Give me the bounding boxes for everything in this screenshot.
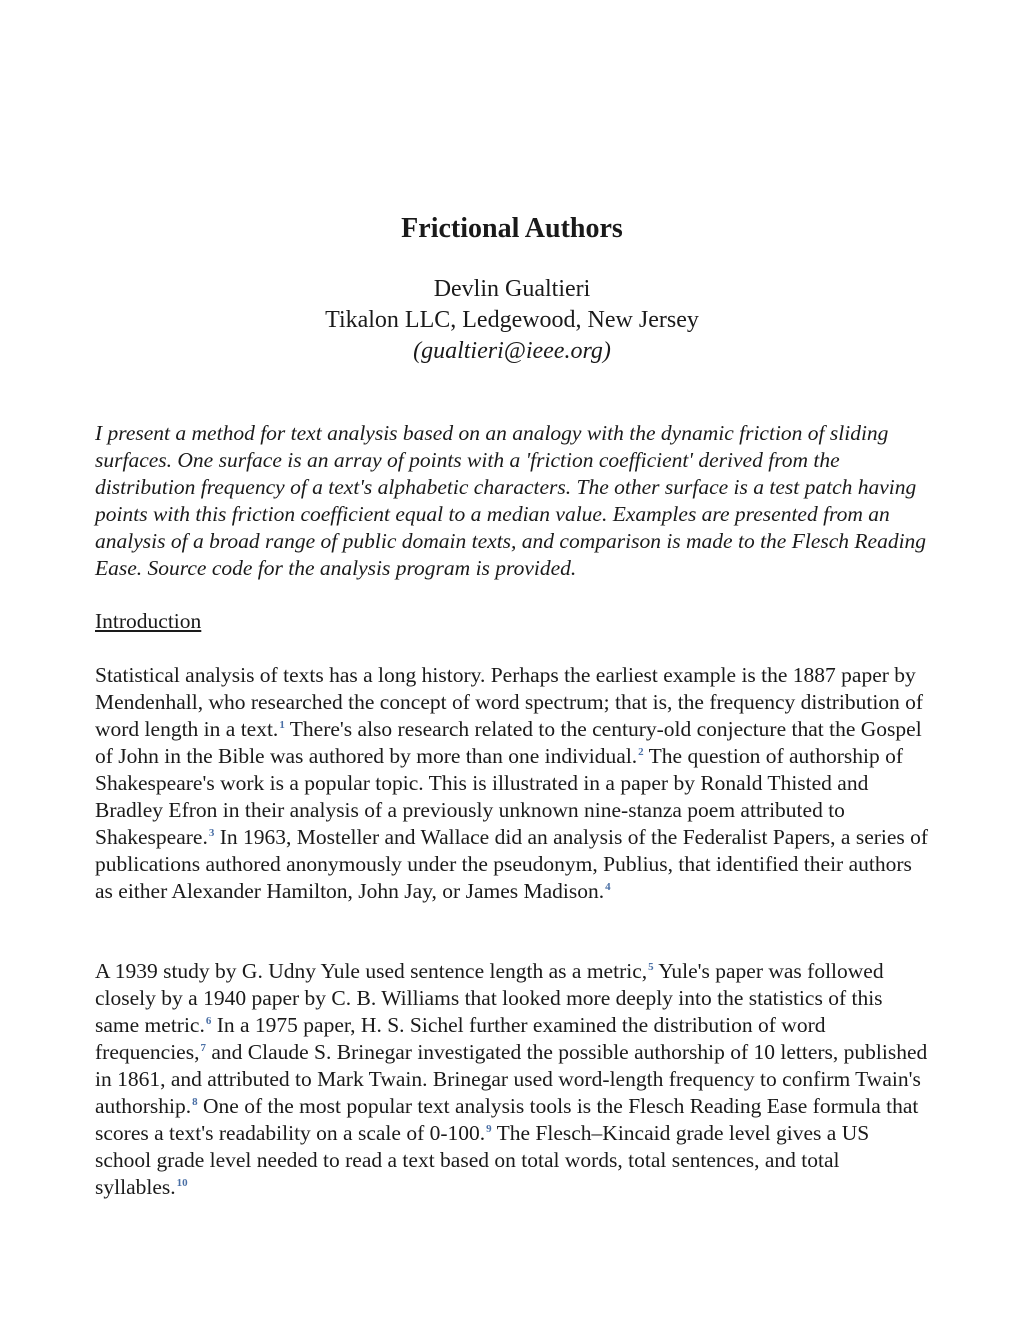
sentence: The Flesch–Kincaid grade level gives a US school grade level needed to read a text based on total words, total sentences, and total syllables.	[95, 1121, 870, 1199]
footnote-marker-10[interactable]: 10	[176, 1177, 188, 1189]
footnote-marker-6[interactable]: 6	[205, 1015, 212, 1027]
sentence: and Claude S. Brinegar investigated the possible authorship of 10 letters, published in 1861, and attributed to Mark Twain. Brinegar used word-length frequency to confirm Twain's authorship.	[95, 1040, 928, 1118]
sentence: The question of authorship of Shakespeare's work is a popular topic. This is illustrated in a paper by Ronald Thisted and Bradley Efron in their analysis of a previously unknown nine-stanza poem attributed to Shakespeare.	[95, 744, 904, 849]
footnote-marker-5[interactable]: 5	[648, 961, 654, 973]
paper-title: Frictional Authors	[401, 213, 623, 244]
author-email: (gualtieri@ieee.org)	[413, 338, 611, 364]
footnote-marker-1[interactable]: 1	[279, 719, 285, 731]
sentence: Yule's paper was followed closely by a 1940 paper by C. B. Williams that looked more deeply into the statistics of this same metric.	[95, 959, 884, 1037]
sentence: Statistical analysis of texts has a long history. Perhaps the earliest example is the 1887 paper by Mendenhall, who researched the concept of word spectrum; that is, the frequency distribution of word length in a text.	[95, 663, 924, 741]
abstract: I present a method for text analysis based on an analogy with the dynamic friction of sliding surfaces. One surface is an array of points with a 'friction coefficient' derived from the distribution frequency of a text's alphabetic characters. The other surface is a test patch having points with this friction coefficient equal to a median value. Examples are presented from an analysis of a broad range of public domain texts, and comparison is made to the Flesch Reading Ease. Source code for the analysis program is provided.	[95, 421, 927, 580]
sentence: One of the most popular text analysis tools is the Flesch Reading Ease formula that scores a text's readability on a scale of 0-100.	[95, 1094, 919, 1145]
footnote-marker-3[interactable]: 3	[208, 827, 215, 839]
footnote-marker-8[interactable]: 8	[192, 1096, 198, 1108]
author-block	[95, 274, 929, 367]
author-name: Devlin Gualtieri	[433, 276, 591, 302]
intro-paragraph-2	[95, 958, 929, 1201]
footnote-marker-4[interactable]: 4	[605, 881, 611, 893]
footnote-marker-9[interactable]: 9	[486, 1123, 492, 1135]
intro-paragraph-1	[95, 662, 929, 905]
sentence: In a 1975 paper, H. S. Sichel further examined the distribution of word frequencies,	[95, 1013, 826, 1064]
sentence: There's also research related to the century-old conjecture that the Gospel of John in the Bible was authored by more than one individual.	[95, 717, 922, 768]
footnote-marker-7[interactable]: 7	[200, 1042, 206, 1054]
footnote-marker-2[interactable]: 2	[638, 746, 644, 758]
author-affiliation: Tikalon LLC, Ledgewood, New Jersey	[325, 307, 699, 333]
section-heading-introduction: Introduction	[95, 609, 202, 633]
sentence: In 1963, Mosteller and Wallace did an analysis of the Federalist Papers, a series of publications authored anonymously under the pseudonym, Publius, that identified their authors as either Alexander Hamilton, John Jay, or James Madison.	[95, 825, 929, 903]
sentence: A 1939 study by G. Udny Yule used sentence length as a metric,	[95, 959, 648, 983]
